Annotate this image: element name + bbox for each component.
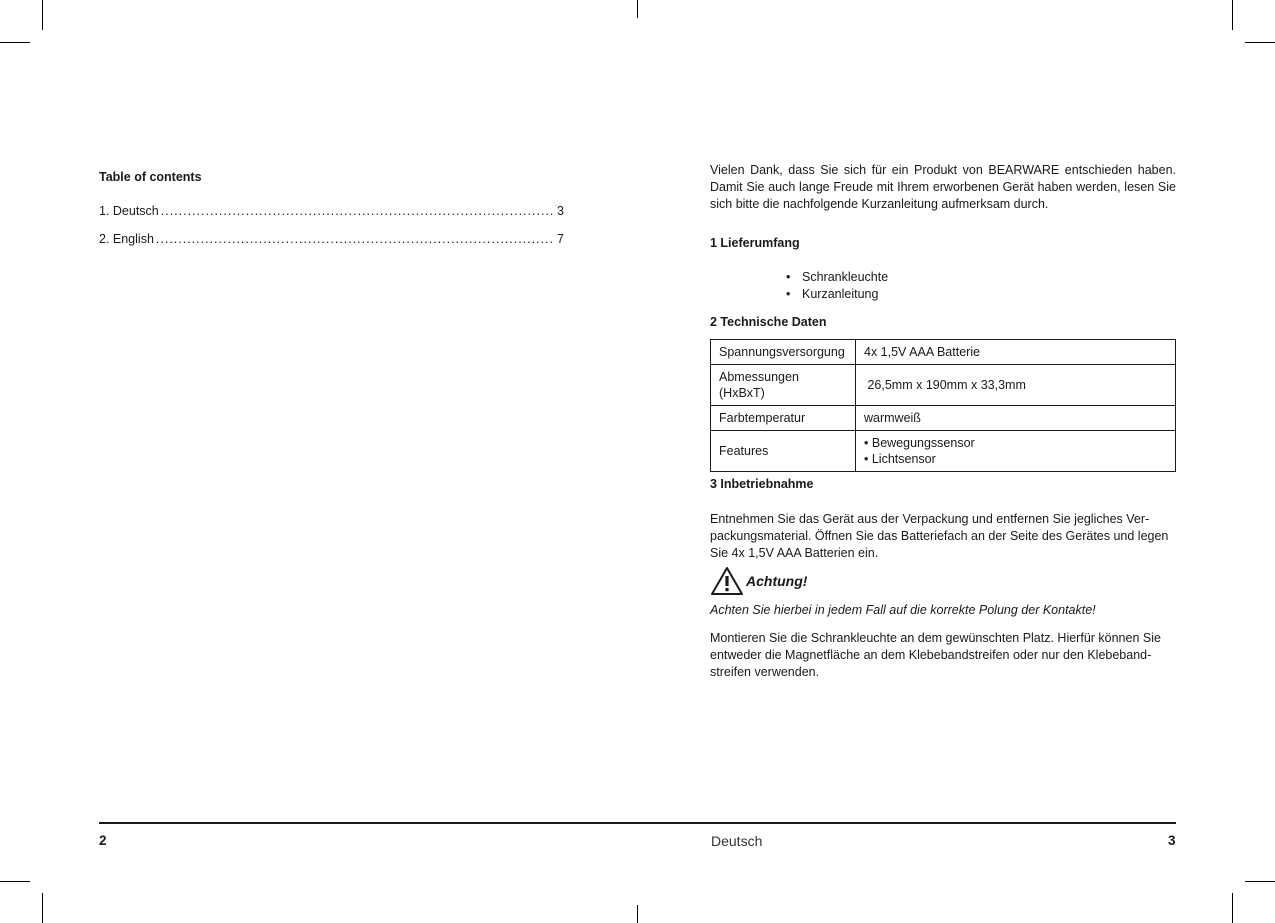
table-row [711,340,1176,365]
feature-item: • Bewegungssensor [864,435,1167,451]
table-row [711,406,1176,431]
toc-entry-english[interactable] [99,232,564,246]
toc-entry-label: 2. English [99,232,154,246]
spec-value [856,431,1176,472]
spec-key: Farbtemperatur [711,406,856,431]
spec-table [710,339,1176,472]
setup-paragraph: Entnehmen Sie das Gerät aus der Verpackung und entfernen Sie jegliches Ver-packungsmaterial. Öffnen Sie das Batteriefach an der Seite des Gerätes und legen Sie 4x 1,5V AAA Batterien ein. [710,512,1169,560]
toc-entry-deutsch[interactable] [99,204,564,218]
footer-language-label: Deutsch [711,833,763,849]
intro-paragraph: Vielen Dank, dass Sie sich für ein Produkt von BEARWARE entschieden haben. Damit Sie auch lange Freude mit Ihrem erworbenen Gerät haben werden, lesen Sie sich bitte die nachfolgende Kurzanleitung aufmerksam durch. [710,163,1176,211]
table-row [711,431,1176,472]
spec-key: Spannungsversorgung [711,340,856,365]
list-item: • Kurzanleitung [786,286,888,303]
toc-entry-page: 3 [557,204,564,218]
mounting-paragraph: Montieren Sie die Schrankleuchte an dem gewünschten Platz. Hierfür können Sie entweder die Magnetfläche an dem Klebebandstreifen oder nur den Klebeband-streifen verwenden. [710,631,1161,679]
spec-key: Features [711,431,856,472]
page-number-right: 3 [1168,833,1176,848]
crop-mark [42,0,43,30]
section-heading-technische-daten: 2 Technische Daten [710,315,827,329]
crop-mark [42,893,43,923]
crop-mark [637,0,638,18]
toc-leader-dots [156,232,555,246]
crop-mark [1232,893,1233,923]
spec-value: warmweiß [856,406,1176,431]
delivery-list [786,269,888,303]
spec-value: 4x 1,5V AAA Batterie [856,340,1176,365]
warning-label: Achtung! [746,573,808,589]
toc-leader-dots [161,204,555,218]
crop-mark [637,905,638,923]
toc-title: Table of contents [99,170,202,184]
warning-triangle-icon [710,566,744,596]
warning-callout [710,566,807,596]
list-item: • Schrankleuchte [786,269,888,286]
page-number-left: 2 [99,833,107,848]
footer-rule [99,822,1176,824]
table-row [711,365,1176,406]
crop-mark [1245,881,1275,882]
warning-text: Achten Sie hierbei in jedem Fall auf die korrekte Polung der Kontakte! [710,603,1096,617]
section-heading-inbetriebnahme: 3 Inbetriebnahme [710,477,814,491]
crop-mark [1245,42,1275,43]
section-heading-lieferumfang: 1 Lieferumfang [710,236,800,250]
spec-value: 26,5mm x 190mm x 33,3mm [856,365,1176,406]
toc-entry-page: 7 [557,232,564,246]
toc-entry-label: 1. Deutsch [99,204,159,218]
feature-item: • Lichtsensor [864,451,1167,467]
crop-mark [0,881,30,882]
crop-mark [0,42,30,43]
crop-mark [1232,0,1233,30]
spec-key: Abmessungen (HxBxT) [711,365,856,406]
